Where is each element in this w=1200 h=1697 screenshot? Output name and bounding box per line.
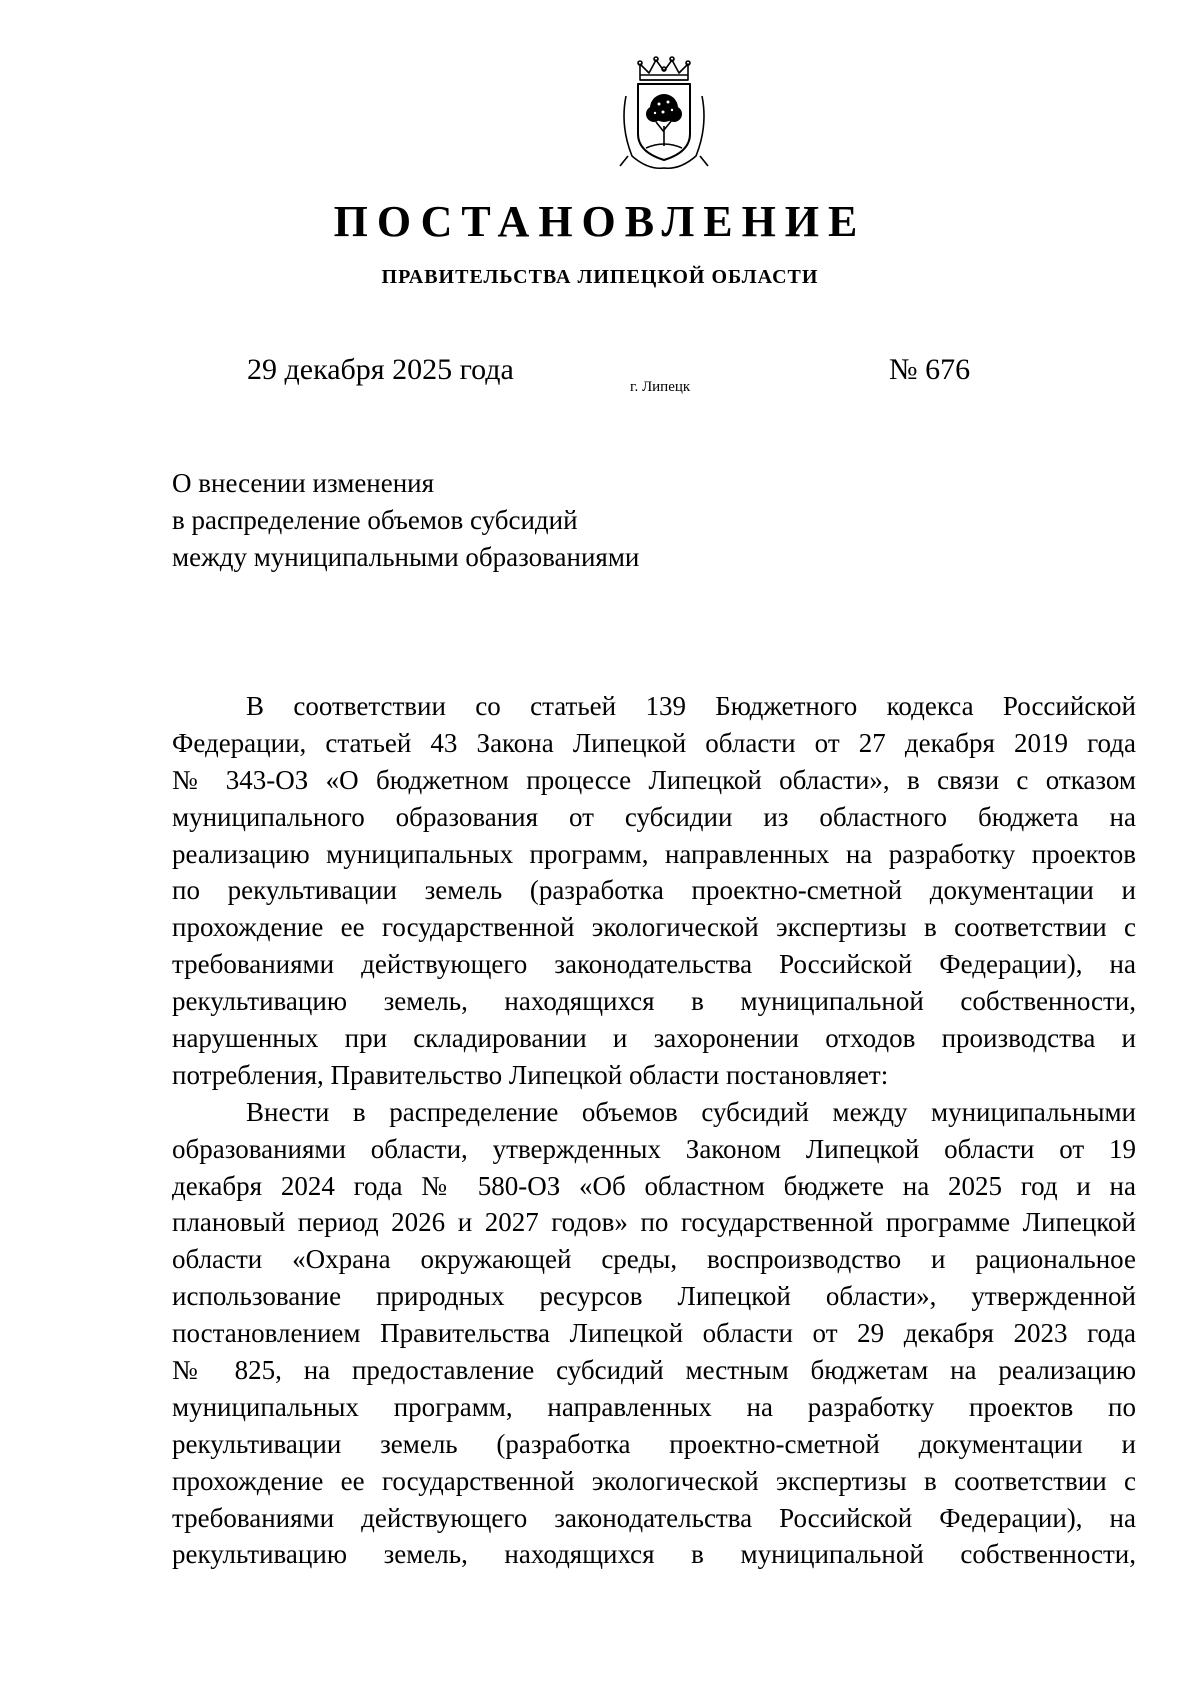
body-line: декабря 2024 года № 580-ОЗ «Об областном бюджете на 2025 год и на — [172, 1170, 1136, 1201]
body-line: рекультивацию земель, находящихся в муниципальной собственности, — [172, 1539, 1136, 1570]
document-city: г. Липецк — [630, 379, 691, 395]
body-line: муниципальных программ, направленных на разработку проектов по — [172, 1391, 1136, 1422]
body-line: образованиями области, утвержденных Законом Липецкой области от 19 — [172, 1133, 1136, 1164]
body-line: нарушенных при складировании и захоронении отходов производства и — [172, 1023, 1136, 1054]
body-line: потребления, Правительство Липецкой области постановляет: — [172, 1059, 889, 1090]
body-line: требованиями действующего законодательства Российской Федерации), на — [172, 949, 1136, 980]
body-line: № 343-ОЗ «О бюджетном процессе Липецкой области», в связи с отказом — [172, 764, 1136, 795]
body-line: прохождение ее государственной экологической экспертизы в соответствии с — [172, 1465, 1136, 1496]
document-number: № 676 — [889, 353, 971, 386]
body-line: реализацию муниципальных программ, направленных на разработку проектов — [172, 838, 1136, 869]
subject-line: между муниципальными образованиями — [172, 542, 640, 572]
body-line: по рекультивации земель (разработка проектно-сметной документации и — [172, 875, 1136, 906]
subject-line: в распределение объемов субсидий — [172, 505, 578, 535]
document-date: 29 декабря 2025 года — [247, 353, 514, 386]
body-line: прохождение ее государственной экологической экспертизы в соответствии с — [172, 912, 1136, 943]
document-subtitle: ПРАВИТЕЛЬСТВА ЛИПЕЦКОЙ ОБЛАСТИ — [381, 266, 819, 288]
body-line: рекультивации земель (разработка проектно-сметной документации и — [172, 1428, 1136, 1459]
document-title: ПОСТАНОВЛЕНИЕ — [333, 197, 867, 246]
body-line: В соответствии со статьей 139 Бюджетного кодекса Российской — [246, 691, 1136, 721]
document-subject — [172, 465, 732, 576]
body-line: постановлением Правительства Липецкой области от 29 декабря 2023 года — [172, 1318, 1136, 1349]
subject-line: О внесении изменения — [172, 468, 435, 498]
body-line: требованиями действующего законодательства Российской Федерации), на — [172, 1502, 1136, 1533]
body-line: области «Охрана окружающей среды, воспроизводство и рациональное — [172, 1244, 1136, 1275]
document-body — [172, 688, 1136, 1573]
body-line: плановый период 2026 и 2027 годов» по государственной программе Липецкой — [172, 1207, 1136, 1238]
body-line: Внести в распределение объемов субсидий между муниципальными — [246, 1096, 1136, 1127]
body-line: рекультивацию земель, находящихся в муниципальной собственности, — [172, 986, 1136, 1017]
coat-of-arms-icon — [618, 56, 710, 176]
body-line: муниципального образования от субсидии из областного бюджета на — [172, 801, 1136, 832]
body-line: Федерации, статьей 43 Закона Липецкой области от 27 декабря 2019 года — [172, 727, 1136, 758]
body-line: № 825, на предоставление субсидий местным бюджетам на реализацию — [172, 1355, 1136, 1386]
body-line: использование природных ресурсов Липецкой области», утвержденной — [172, 1281, 1136, 1312]
